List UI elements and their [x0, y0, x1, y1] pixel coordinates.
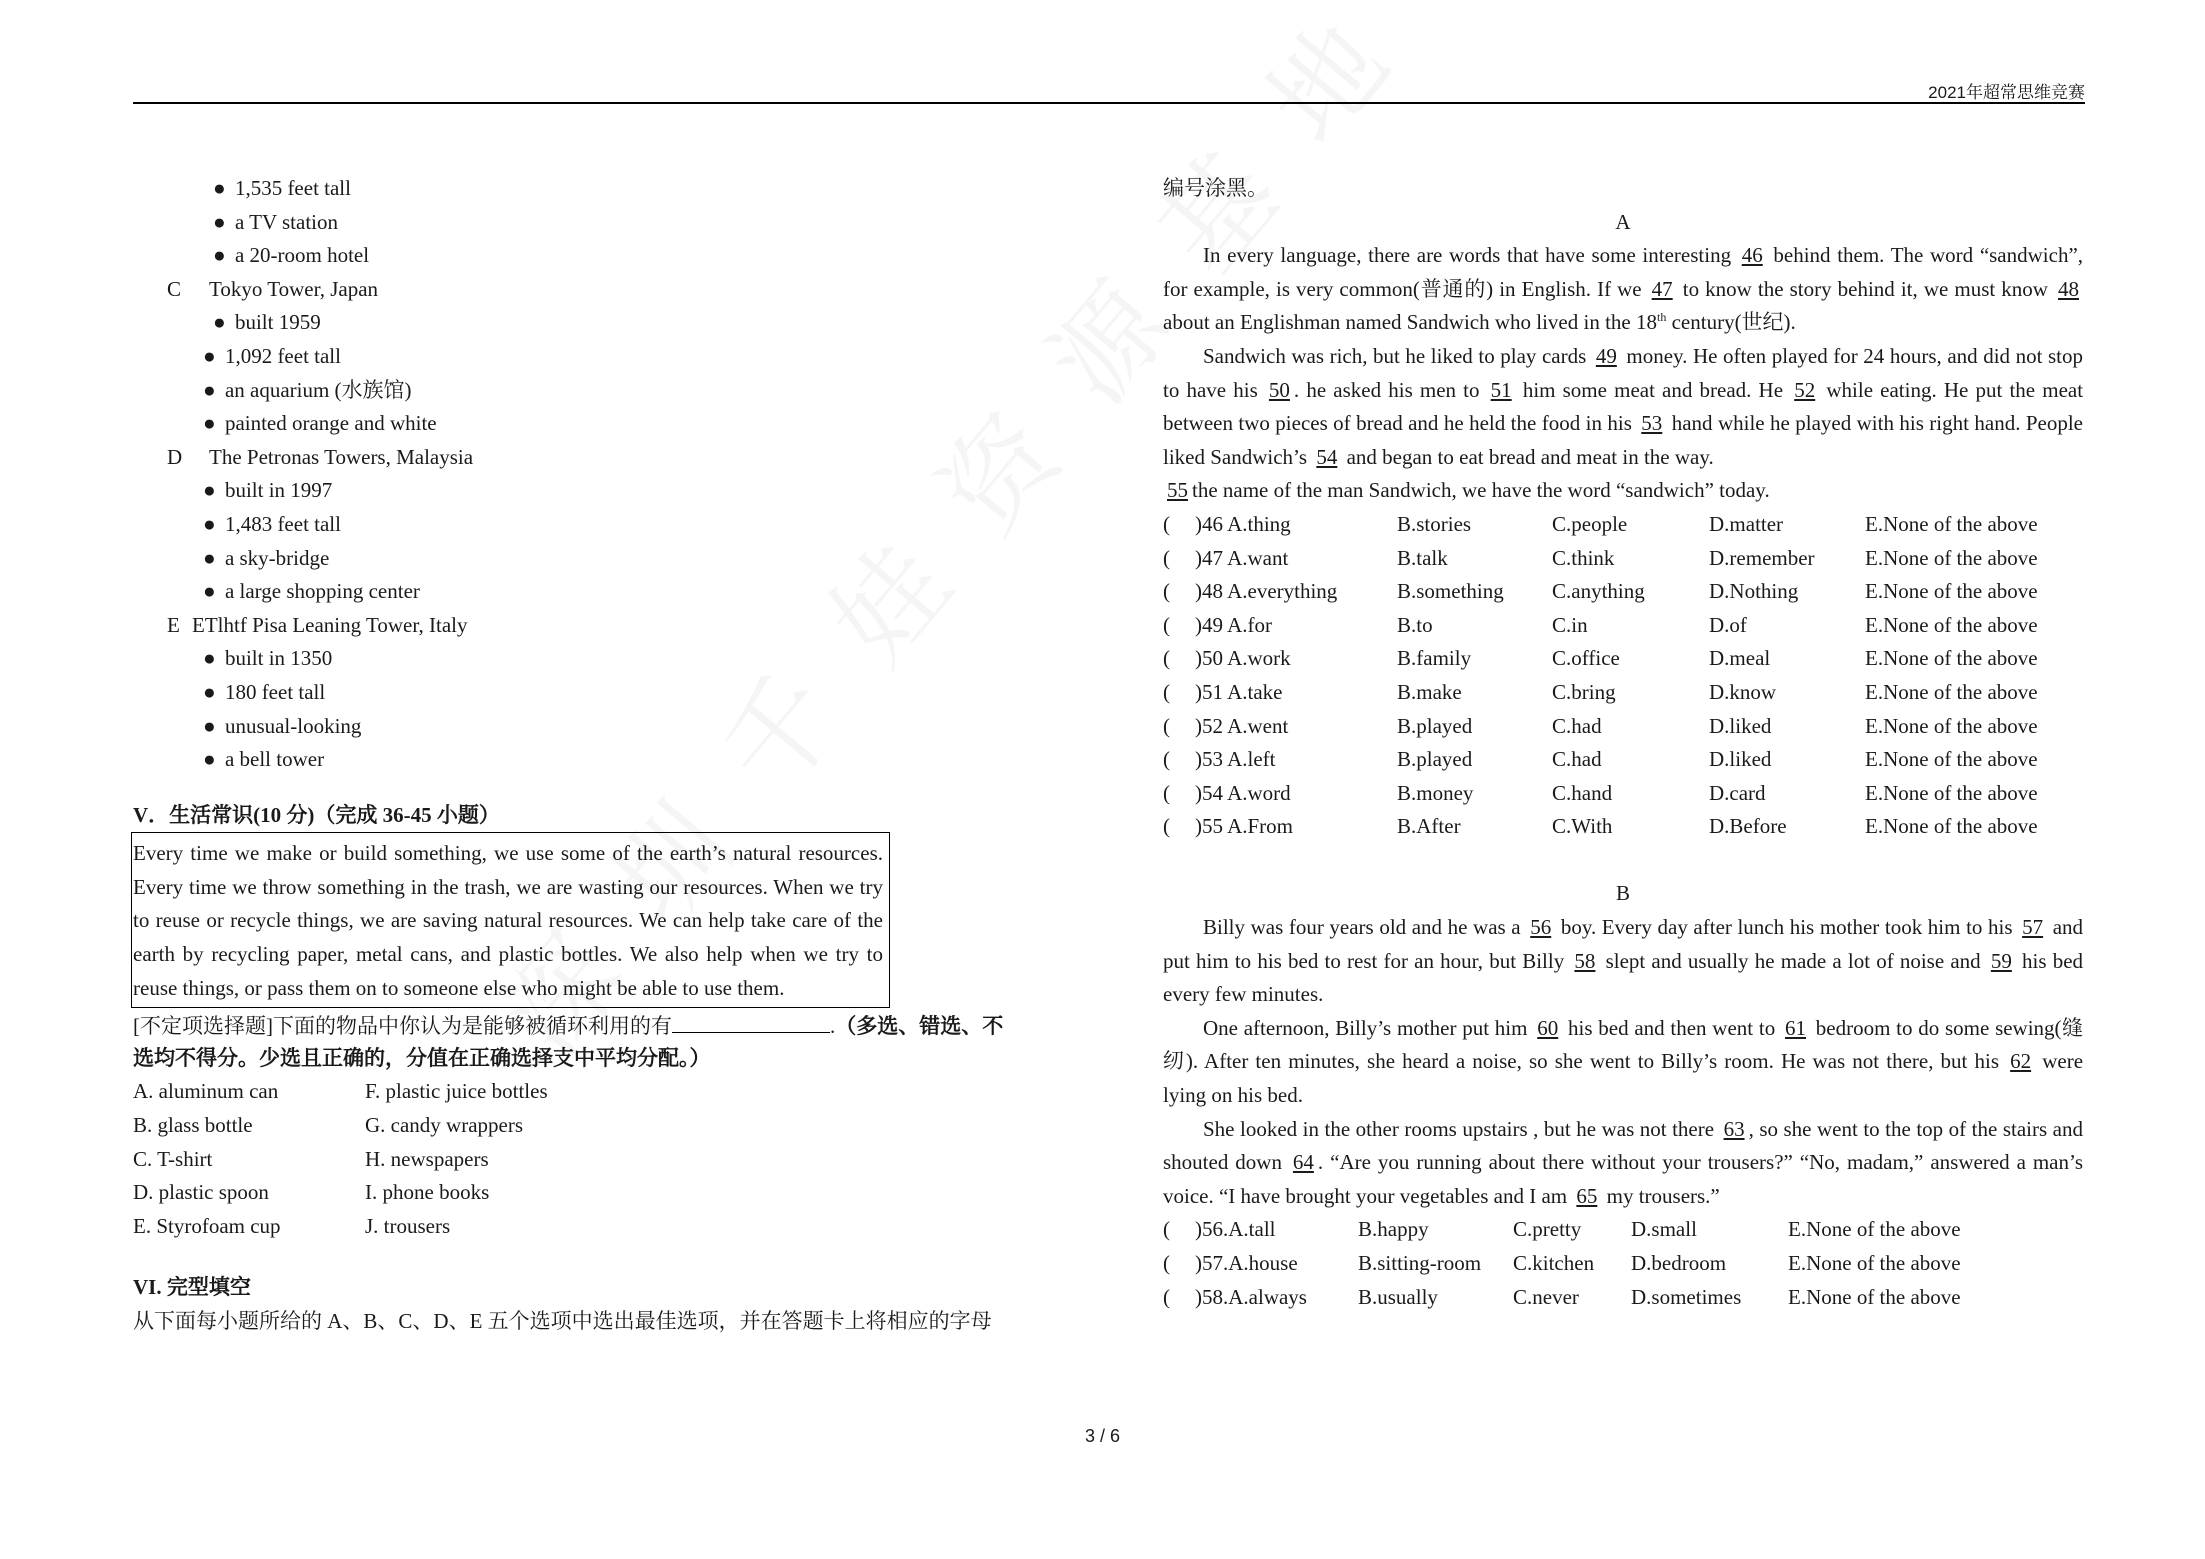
list-item: ● a TV station — [213, 209, 338, 234]
blank-52: 52 — [1794, 377, 1816, 402]
bullet-icon: ● — [203, 646, 216, 671]
blank-64: 64 — [1292, 1150, 1314, 1175]
instruction-continued: 编号涂黑。 — [1163, 176, 1268, 200]
passage-a-paragraph: Sandwich was rich, but he liked to play cards 49 money. He often played for 24 hours, and did not stop to have his 50 . he asked his men to 51 him some meat and bread. He 52 while eating. He put the meat between two pieces of bread and he held the food in his 53 hand while he played with his right hand. People liked Sandwich’s 54 and began to eat bread and meat in the way. — [1163, 343, 2084, 469]
blank-59: 59 — [1990, 948, 2012, 973]
list-item: ● a large shopping center — [203, 579, 420, 604]
question-row: ( )54 A.word B.money C.hand D.card E.None of the above — [1163, 780, 2038, 805]
blank-60: 60 — [1537, 1015, 1559, 1040]
blank-62: 62 — [2010, 1049, 2032, 1074]
question-row: ( )56.A.tall B.happy C.pretty D.small E.None of the above — [1163, 1217, 1961, 1242]
passage-b-paragraph: She looked in the other rooms upstairs , but he was not there 63 , so she went to the top of the stairs and shouted down 64 . “Are you running about there without your trousers?” “No, madam,” answered a man’s voice. “I have brought your vegetables and I am 65 my trousers.” — [1163, 1116, 2084, 1208]
bullet-icon: ● — [213, 243, 226, 268]
passage-box — [131, 832, 890, 1008]
list-item: ● painted orange and white — [203, 411, 437, 436]
bullet-icon: ● — [203, 713, 216, 738]
blank-49: 49 — [1595, 343, 1617, 368]
list-item: ● a bell tower — [203, 747, 325, 772]
passage-b-paragraph: Billy was four years old and he was a 56 boy. Every day after lunch his mother took him to his 57 and put him to his bed to rest for an hour, but Billy 58 slept and usually he made a lot of noise and 59 his bed every few minutes. — [1163, 915, 2084, 1007]
list-item: ● an aquarium (水族馆) — [203, 377, 412, 402]
header-rule — [133, 102, 2085, 104]
list-item: ● unusual-looking — [203, 713, 362, 738]
list-item: ● 180 feet tall — [203, 679, 326, 704]
section-6-instruction: 从下面每小题所给的 A、B、C、D、E 五个选项中选出最佳选项，并在答题卡上将相应的字母 — [133, 1309, 992, 1333]
bullet-icon: ● — [203, 478, 216, 503]
bullet-icon: ● — [203, 579, 216, 604]
section-6-heading: VI. 完型填空 — [133, 1275, 251, 1300]
blank-58: 58 — [1574, 948, 1596, 973]
bullet-icon: ● — [213, 209, 226, 234]
question-row: ( )46 A.thing B.stories C.people D.matter E.None of the above — [1163, 511, 2038, 536]
blank-48: 48 — [2058, 276, 2079, 301]
option-row: C. T-shirt H. newspapers — [133, 1146, 489, 1171]
bullet-icon: ● — [203, 343, 216, 368]
bullet-icon: ● — [213, 310, 226, 335]
blank-47: 47 — [1651, 276, 1673, 301]
question-row: ( )58.A.always B.usually C.never D.sometimes E.None of the above — [1163, 1284, 1961, 1309]
question-rule: 选均不得分。少选且正确的，分值在正确选择支中平均分配。） — [133, 1045, 711, 1070]
list-item: ● built in 1997 — [203, 478, 333, 503]
option-row: D. plastic spoon I. phone books — [133, 1180, 490, 1205]
bullet-icon: ● — [203, 377, 216, 402]
blank-54: 54 — [1316, 444, 1338, 469]
list-item: ● built 1959 — [213, 310, 321, 335]
section-5-heading: V．生活常识(10 分)（完成 36-45 小题） — [133, 802, 500, 827]
list-item: ● 1,483 feet tall — [203, 511, 341, 536]
question-row: ( )51 A.take B.make C.bring D.know E.None of the above — [1163, 679, 2038, 704]
bullet-icon: ● — [203, 511, 216, 536]
passage-a-title: A — [1615, 209, 1631, 234]
right-column — [1163, 172, 2083, 1314]
bullet-icon: ● — [203, 747, 216, 772]
blank-65: 65 — [1576, 1183, 1598, 1208]
list-item: ● 1,092 feet tall — [203, 343, 341, 368]
bullet-icon: ● — [213, 176, 226, 200]
blank-57: 57 — [2022, 915, 2044, 940]
bullet-icon: ● — [203, 545, 216, 570]
option-row: B. glass bottle G. candy wrappers — [133, 1113, 524, 1138]
blank-53: 53 — [1641, 411, 1663, 436]
bullet-icon: ● — [203, 679, 216, 704]
blank-46: 46 — [1741, 243, 1763, 268]
question-row: ( )57.A.house B.sitting-room C.kitchen D.bedroom E.None of the above — [1163, 1251, 1961, 1275]
question-row: ( )49 A.for B.to C.in D.of E.None of the above — [1163, 612, 2038, 637]
section-heading: E ETlhtf Pisa Leaning Tower, Italy — [167, 612, 468, 637]
blank-50: 50 — [1268, 377, 1290, 402]
list-item: ● built in 1350 — [203, 646, 333, 671]
question-row: ( )53 A.left B.played C.had D.liked E.None of the above — [1163, 747, 2038, 772]
blank-63: 63 — [1723, 1116, 1745, 1141]
question-row: ( )48 A.everything B.something C.anything D.Nothing E.None of the above — [1163, 579, 2038, 604]
blank-51: 51 — [1490, 377, 1512, 402]
page-number: 3 / 6 — [1084, 1426, 1121, 1446]
passage-text: Every time we make or build something, we use some of the earth’s natural resources. Every time we throw something in the trash, we are wasting our resources. When we try to reuse or recycle things, we are saving natural resources. We can help take care of the earth by recycling paper, metal cans, and plastic bottles. We also help when we try to reuse things, or pass them on to someone else who might be able to use them. — [133, 841, 883, 1000]
section-heading: C Tokyo Tower, Japan — [167, 276, 379, 301]
header-title: 2021年超常思维竞赛 — [1928, 83, 2085, 102]
option-row: E. Styrofoam cup J. trousers — [133, 1213, 451, 1238]
blank-61: 61 — [1784, 1015, 1806, 1040]
section-heading: D The Petronas Towers, Malaysia — [167, 444, 474, 469]
blank-56: 56 — [1530, 915, 1552, 940]
list-item: ● a sky-bridge — [203, 545, 330, 570]
passage-b-title: B — [1615, 881, 1630, 906]
question-row: ( )55 A.From B.After C.With D.Before E.None of the above — [1163, 814, 2038, 839]
question-row: ( )52 A.went B.played C.had D.liked E.None of the above — [1163, 713, 2038, 738]
list-item: ● a 20-room hotel — [213, 243, 370, 268]
passage-a-paragraph: In every language, there are words that have some interesting 46 behind them. The word “sandwich”, for example, is very common(普通的) in English. If we 47 to know the story behind it, we must know 48 about an Englishman named Sandwich who lived in the 18th century(世纪). — [1163, 243, 2084, 335]
question-row: ( )50 A.work B.family C.office D.meal E.None of the above — [1163, 646, 2038, 671]
question-row: ( )47 A.want B.talk C.think D.remember E.None of the above — [1163, 545, 2038, 570]
option-row: A. aluminum can F. plastic juice bottles — [133, 1079, 548, 1104]
bullet-icon: ● — [203, 411, 216, 436]
answer-blank[interactable] — [672, 1008, 830, 1033]
list-item: ● 1,535 feet tall — [213, 176, 351, 200]
passage-b-paragraph: One afternoon, Billy’s mother put him 60 his bed and then went to 61 bedroom to do some sewing(缝纫). After ten minutes, she heard a noise, so she went to Billy’s room. He was not there, but his 62 were lying on his bed. — [1163, 1015, 2084, 1108]
left-column — [133, 172, 1053, 1339]
blank-55: 55 — [1167, 478, 1188, 503]
passage-a-paragraph: 55 the name of the man Sandwich, we have the word “sandwich” today. — [1163, 474, 2083, 508]
question-line: [不定项选择题]下面的物品中你认为是能够被循环利用的有 .（多选、错选、不 — [133, 1008, 1053, 1042]
